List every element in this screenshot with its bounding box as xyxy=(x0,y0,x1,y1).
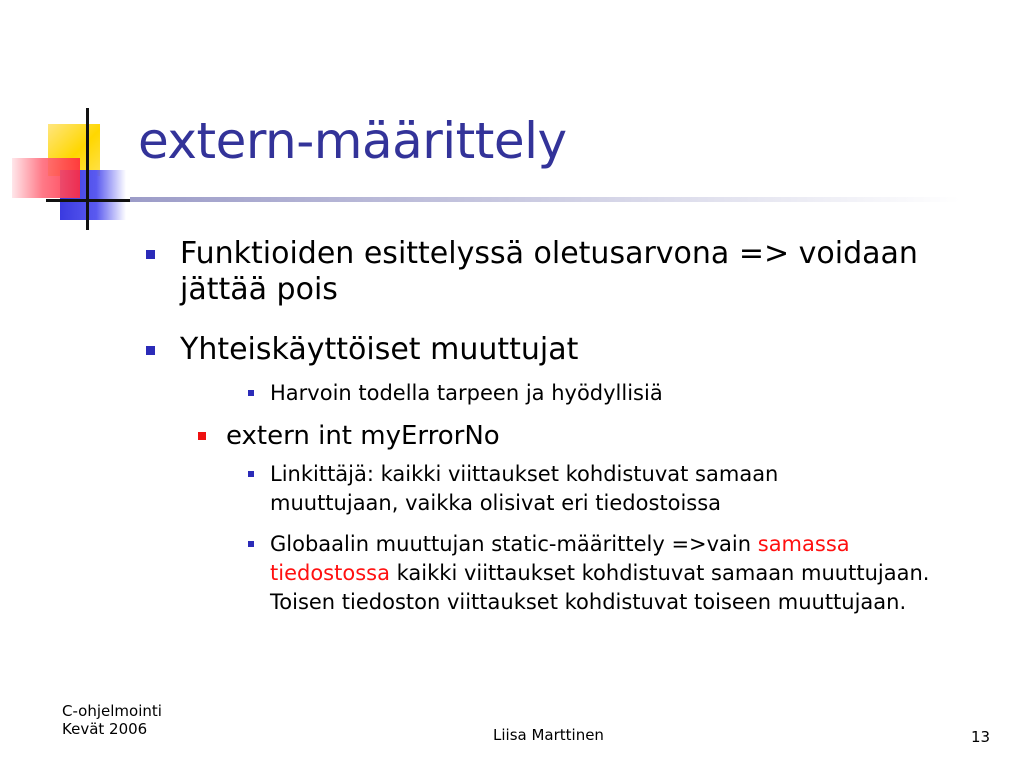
bullet-text-after: kaikki viittaukset kohdistuvat samaan muuttujaan. Toisen tiedoston viittaukset kohdistuvat toiseen muuttujaan. xyxy=(270,561,930,614)
bullet-item xyxy=(270,530,960,617)
bullet-text: Harvoin todella tarpeen ja hyödyllisiä xyxy=(270,381,663,405)
bullet-text: Linkittäjä: kaikki viittaukset kohdistuvat samaan muuttujaan, vaikka olisivat eri tiedostoissa xyxy=(270,462,779,515)
bullet-text: Yhteiskäyttöiset muuttujat xyxy=(180,332,579,367)
footer-course-name: C-ohjelmointi xyxy=(62,702,162,720)
slide-title: extern-määrittely xyxy=(138,112,567,170)
logo-red-square xyxy=(12,158,80,198)
footer-term: Kevät 2006 xyxy=(62,720,148,738)
bullet-item xyxy=(270,460,910,518)
bullet-item xyxy=(270,379,950,408)
footer-course xyxy=(62,702,162,738)
footer-author: Liisa Marttinen xyxy=(493,726,604,744)
title-underline xyxy=(130,197,960,202)
bullet-marker xyxy=(248,471,254,477)
logo-vertical-line xyxy=(86,108,89,230)
bullet-marker xyxy=(146,346,155,355)
decorative-logo xyxy=(0,100,140,240)
bullet-marker xyxy=(198,432,206,440)
bullet-item xyxy=(180,236,940,308)
bullet-text-highlight: samassa tiedostossa xyxy=(270,532,850,585)
bullet-text: extern int myErrorNo xyxy=(226,421,500,451)
bullet-marker xyxy=(146,250,155,259)
page-number: 13 xyxy=(971,728,991,746)
bullet-item xyxy=(180,332,940,368)
bullet-marker xyxy=(248,541,254,547)
bullet-item xyxy=(226,420,946,452)
bullet-text-before: Globaalin muuttujan static-määrittely =>vain xyxy=(270,532,758,556)
bullet-text: Funktioiden esittelyssä oletusarvona => voidaan jättää pois xyxy=(180,236,918,307)
logo-horizontal-line xyxy=(46,199,140,202)
bullet-marker xyxy=(248,390,254,396)
